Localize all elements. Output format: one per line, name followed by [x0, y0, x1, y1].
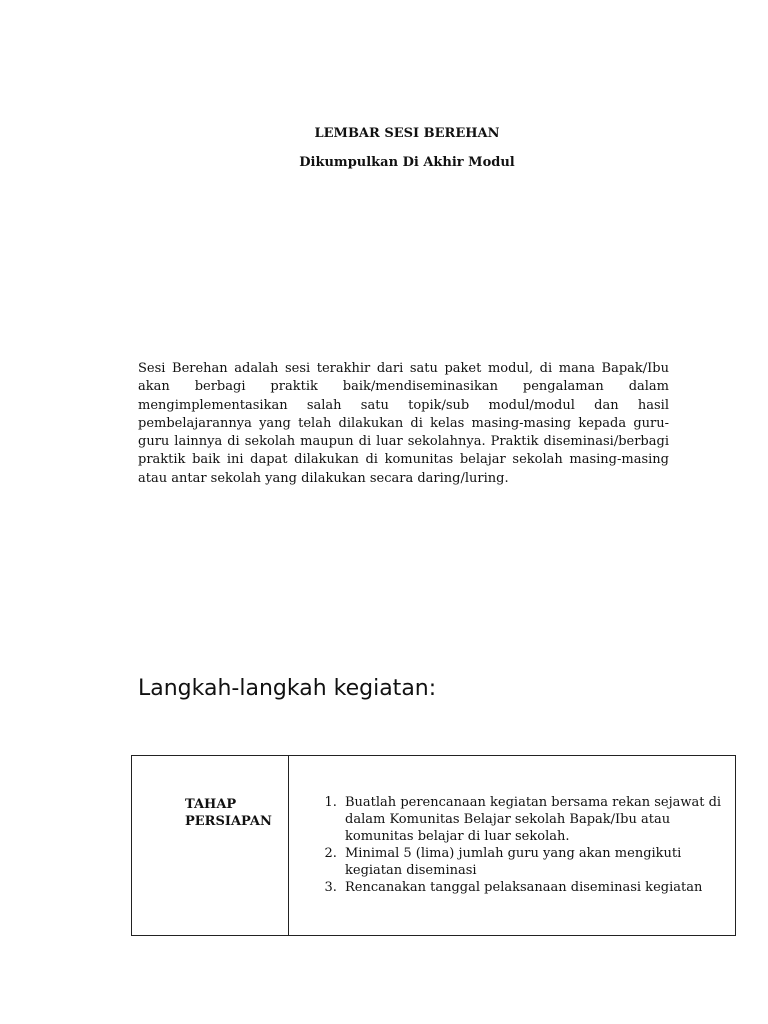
document-subtitle: Dikumpulkan Di Akhir Modul — [299, 155, 515, 170]
stage-steps-cell — [289, 756, 736, 936]
intro-paragraph: Sesi Berehan adalah sesi terakhir dari satu paket modul, di mana Bapak/Ibu akan berbagi praktik baik/mendiseminasikan pengalaman dalam mengimplementasikan salah satu topik/sub modul/modul dan hasil pembelajarannya yang telah dilakukan di kelas masing-masing kepada guru-guru lainnya di sekolah maupun di luar sekolahnya. Praktik diseminasi/berbagi praktik baik ini dapat dilakukan di komunitas belajar sekolah masing-masing atau antar sekolah yang dilakukan secara daring/luring. — [138, 361, 669, 486]
table-row — [132, 756, 736, 936]
list-item: 2. Minimal 5 (lima) jumlah guru yang akan mengikuti kegiatan diseminasi — [341, 845, 727, 879]
list-item: 1. Buatlah perencanaan kegiatan bersama rekan sejawat di dalam Komunitas Belajar sekolah Bapak/Ibu atau komunitas belajar di luar sekolah. — [341, 794, 727, 845]
stage-steps-list — [289, 756, 735, 896]
list-item: 3. Rencanakan tanggal pelaksanaan diseminasi kegiatan — [341, 879, 727, 896]
stage-table — [131, 755, 736, 936]
stage-name: TAHAP PERSIAPAN — [185, 797, 272, 829]
document-title: LEMBAR SESI BEREHAN — [314, 126, 500, 141]
stage-name-cell — [132, 756, 289, 936]
steps-heading: Langkah-langkah kegiatan: — [138, 676, 437, 701]
